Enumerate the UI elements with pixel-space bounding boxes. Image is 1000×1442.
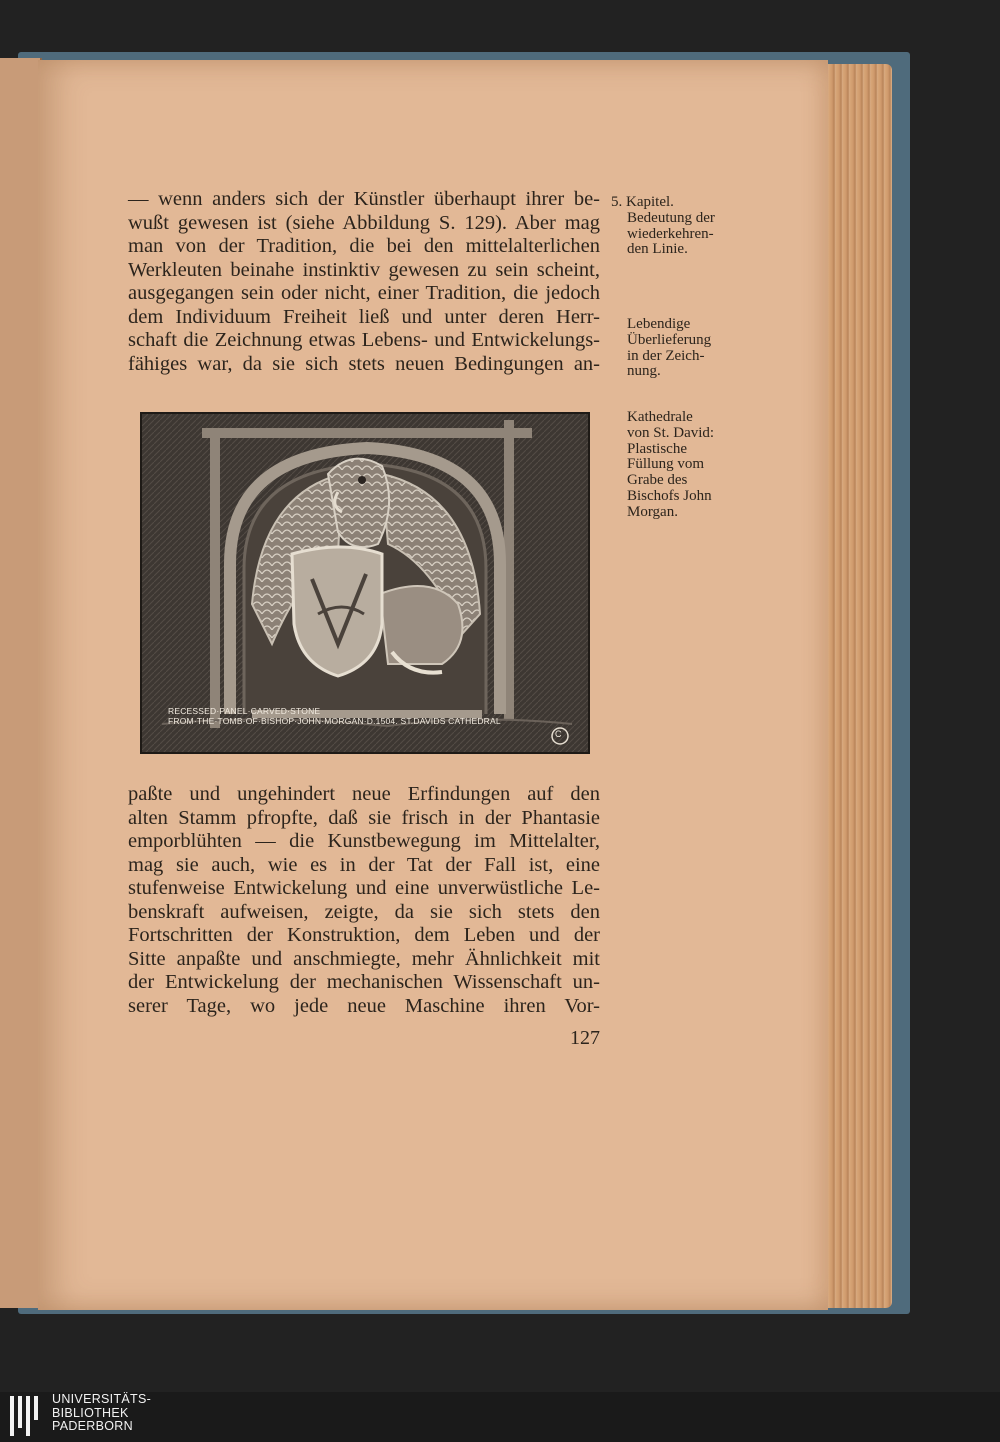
text-line: Werkleuten beinahe instinktiv gewesen zu sein scheint, — [128, 258, 600, 281]
text-line: Fortschritten der Konstruktion, dem Leben und der — [128, 924, 600, 946]
text-line: Sitte anpaßte und anschmiegte, mehr Ähnlichkeit mit — [128, 947, 600, 970]
margin-note-line: in der Zeich- — [627, 347, 705, 364]
text-line: wußt gewesen ist (siehe Abbildung S. 129). Aber mag — [128, 211, 600, 234]
margin-note-line: Überlieferung — [627, 331, 712, 348]
margin-note-chapter — [611, 195, 741, 258]
text-line: fähiges war, da sie sich stets neuen Bedingungen an- — [128, 352, 600, 375]
text-line: serer Tage, wo jede neue Maschine ihren Vor- — [128, 994, 600, 1017]
library-name[interactable] — [52, 1393, 151, 1434]
figure-caption — [168, 706, 501, 726]
library-logo-icon — [10, 1396, 54, 1438]
margin-note-line: Grabe des — [627, 472, 688, 489]
paragraph-2 — [128, 783, 600, 1018]
margin-note-line: Kathedrale — [627, 409, 693, 425]
figure-caption-line: RECESSED·PANEL·CARVED·STONE — [168, 706, 321, 716]
text-line: ausgegangen sein oder nicht, einer Tradition, die jedoch — [128, 282, 600, 304]
margin-note-line: den Linie. — [627, 241, 688, 258]
margin-note-line: Bischofs John — [627, 487, 712, 504]
page-block-edge — [822, 64, 892, 1308]
library-name-line: PADERBORN — [52, 1419, 133, 1433]
carved-panel-illustration — [140, 412, 590, 754]
margin-note-line: Lebendige — [627, 316, 691, 332]
text-line: stufenweise Entwickelung und eine unverwüstliche Le- — [128, 877, 600, 899]
page-number: 127 — [570, 1027, 600, 1049]
figure-caption-line: FROM·THE·TOMB·OF·BISHOP·JOHN·MORGAN·D.1504. ST.DAVIDS CATHEDRAL — [168, 716, 501, 726]
margin-note-line: Plastische — [627, 440, 687, 457]
text-line: man von der Tradition, die bei den mittelalterlichen — [128, 235, 600, 257]
margin-note-cathedral — [627, 410, 737, 521]
book-page — [38, 60, 828, 1310]
text-line: schaft die Zeichnung etwas Lebens- und Entwickelungs- — [128, 329, 600, 351]
figure-monogram: C — [555, 729, 562, 739]
text-line: paßte und ungehindert neue Erfindungen auf den — [128, 783, 600, 805]
library-footer-bar — [0, 1392, 1000, 1442]
text-line: — wenn anders sich der Künstler überhaupt ihrer be- — [128, 188, 600, 210]
text-line: dem Individuum Freiheit ließ und unter deren Herr- — [128, 305, 600, 328]
left-page-edge — [0, 58, 42, 1308]
text-line: der Entwickelung der mechanischen Wissenschaft un- — [128, 971, 600, 993]
margin-note-line: von St. David: — [627, 424, 715, 441]
margin-note-tradition — [627, 317, 737, 380]
margin-note-line: nung. — [627, 363, 661, 380]
library-name-line: UNIVERSITÄTS- — [52, 1392, 152, 1406]
margin-note-line: Morgan. — [627, 503, 678, 520]
text-line: emporblühten — die Kunstbewegung im Mittelalter, — [128, 830, 600, 852]
text-line: alten Stamm pfropfte, daß sie frisch in der Phantasie — [128, 806, 600, 829]
margin-note-line: wiederkehren- — [627, 225, 714, 242]
paragraph-1 — [128, 188, 600, 376]
library-name-line: BIBLIOTHEK — [52, 1405, 129, 1420]
text-line: benskraft aufweisen, zeigte, da sie sich stets den — [128, 900, 600, 923]
margin-note-line: Füllung vom — [627, 456, 705, 473]
text-line: mag sie auch, wie es in der Tat der Fall ist, eine — [128, 853, 600, 876]
margin-note-line: Bedeutung der — [627, 209, 715, 226]
margin-note-line: 5. Kapitel. — [611, 194, 674, 210]
